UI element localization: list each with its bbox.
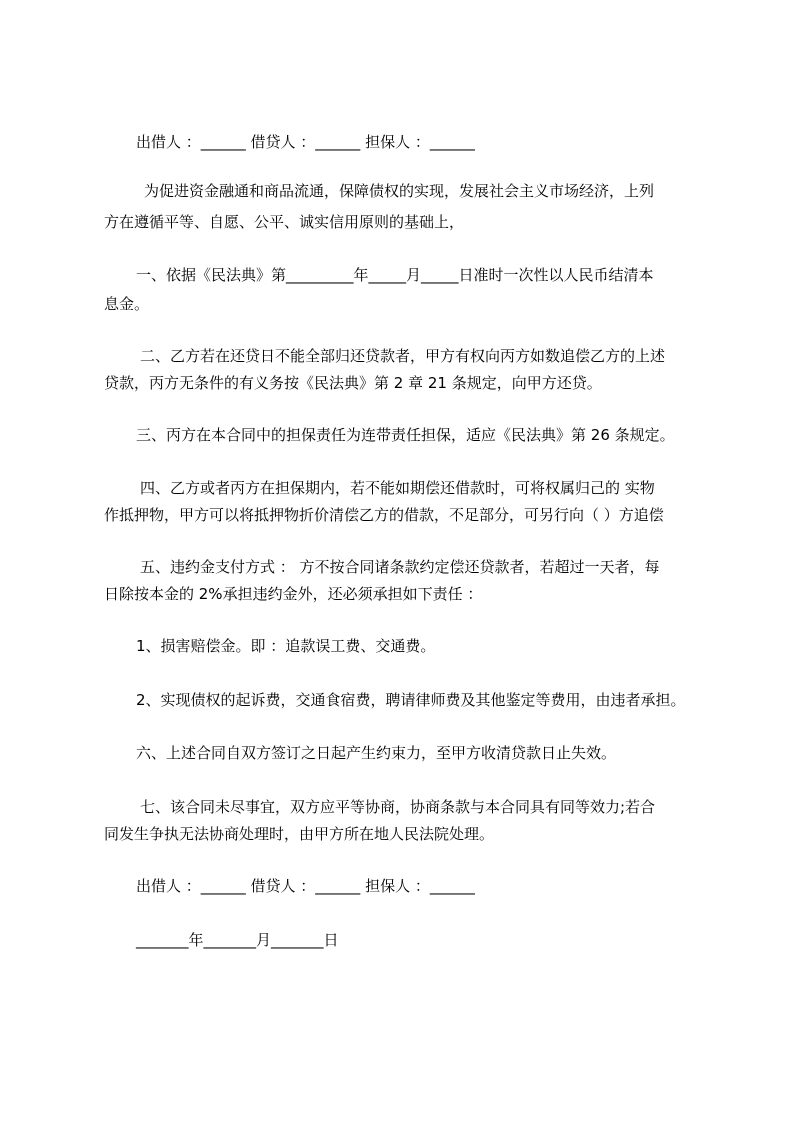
item-1-line: 1、损害赔偿金。即 ：追款误工费、交通费。 [136, 637, 436, 655]
clause-7-line-2: 同发生争执无法协商处理时，由甲方所在地人民法院处理。 [104, 825, 495, 843]
clause-1-line-2: 息金。 [104, 295, 150, 313]
clause-4-line-1: 四、乙方或者丙方在担保期内，若不能如期偿还借款时，可将权属归己的 实物 [140, 479, 655, 497]
clause-2-line-2: 贷款，丙方无条件的有义务按《民法典》第 2 章 21 条规定，向甲方还贷。 [104, 374, 602, 392]
clause-7-line-1: 七、该合同未尽事宜，双方应平等协商，协商条款与本合同具有同等效力;若合 [140, 798, 656, 816]
clause-3-line-1: 三、丙方在本合同中的担保责任为连带责任担保，适应《民法典》第 26 条规定。 [136, 426, 675, 444]
intro-line-2: 方在遵循平等、自愿、公平、诚实信用原则的基础上， [104, 213, 465, 231]
item-2-line: 2、实现债权的起诉费，交通食宿费，聘请律师费及其他鉴定等费用，由违者承担。 [136, 691, 686, 709]
footer-parties-line: 出借人 ：______ 借贷人 ：______ 担保人 ：______ [136, 877, 475, 895]
clause-1-line-1: 一、依据《民法典》第_________年_____月_____日准时一次性以人民币结清本 [136, 266, 654, 284]
intro-line-1: 为促进资金融通和商品流通，保障债权的实现，发展社会主义市场经济，上列 [144, 182, 655, 200]
clause-4-line-2: 作抵押物，甲方可以将抵押物折价清偿乙方的借款，不足部分，可另行向（ ）方追偿 [104, 506, 664, 524]
clause-2-line-1: 二、乙方若在还贷日不能全部归还贷款者，甲方有权向丙方如数追偿乙方的上述 [140, 347, 666, 365]
clause-5-line-2: 日除按本金的 2%承担违约金外，还必须承担如下责任 ： [104, 585, 483, 603]
clause-6-line-1: 六、上述合同自双方签订之日起产生约束力，至甲方收清贷款日止失效。 [136, 744, 617, 762]
header-parties-line: 出借人 ：______ 借贷人 ：______ 担保人 ：______ [136, 133, 475, 151]
clause-5-line-1: 五、违约金支付方式 ： 方不按合同诸条款约定偿还贷款者，若超过一天者，每 [140, 558, 660, 576]
date-line: _______年_______月_______日 [136, 931, 339, 949]
